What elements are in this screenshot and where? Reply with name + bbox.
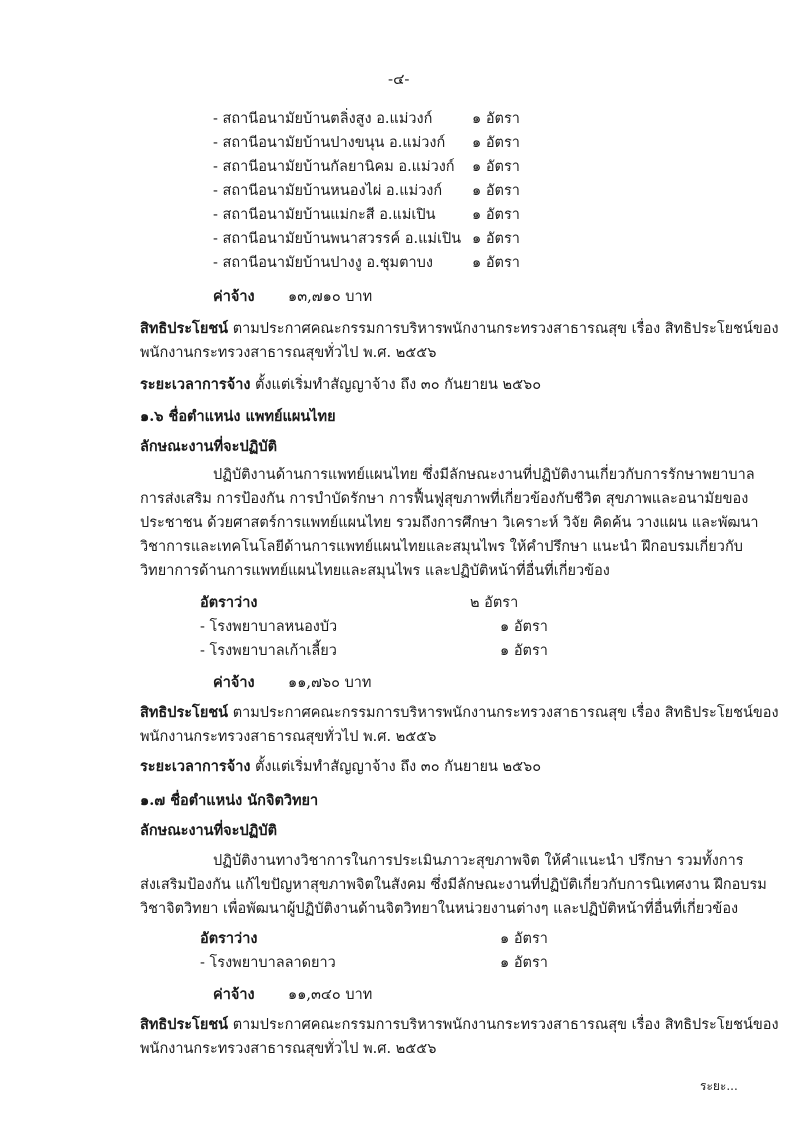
description-line: ส่งเสริมป้องกัน แก้ไขปัญหาสุขภาพจิตในสังคม ซึ่งมีลักษณะงานที่ปฏิบัติเกี่ยวกับการนิเทศงาน ฝึกอบรม	[140, 877, 767, 893]
benefit-line: พนักงานกระทรวงสาธารณสุขทั่วไป พ.ศ. ๒๕๕๖	[140, 729, 437, 745]
description-line: ปฏิบัติงานทางวิชาการในการประเมินภาวะสุขภาพจิต ให้คำแนะนำ ปรึกษา รวมทั้งการ	[213, 853, 744, 869]
list-item: - สถานีอนามัยบ้านแม่กะสี อ.แม่เปิน	[213, 207, 436, 223]
description-line: วิชาการและเทคโนโลยีด้านการแพทย์แผนไทยและสมุนไพร ให้คำปรึกษา แนะนำ ฝึกอบรมเกี่ยวกับ	[140, 539, 743, 555]
benefit-line: พนักงานกระทรวงสาธารณสุขทั่วไป พ.ศ. ๒๕๕๖	[140, 345, 437, 361]
vacancy-label: อัตราว่าง	[200, 594, 258, 611]
list-item-rate: ๑ อัตรา	[472, 111, 520, 127]
duration-label: ระยะเวลาการจ้าง	[140, 376, 251, 393]
vacancy-rate: ๑ อัตรา	[500, 955, 548, 971]
benefit-label: สิทธิประโยชน์	[140, 704, 229, 721]
vacancy-total: ๑ อัตรา	[500, 931, 548, 947]
continuation-marker: ระยะ...	[700, 1079, 738, 1093]
benefit-label: สิทธิประโยชน์	[140, 320, 229, 337]
list-item: - สถานีอนามัยบ้านตลิ่งสูง อ.แม่วงก์	[213, 111, 433, 127]
nature-label: ลักษณะงานที่จะปฏิบัติ	[140, 438, 277, 455]
page-number: -๔-	[388, 70, 410, 88]
wage-value: ๑๓,๗๑๐ บาท	[288, 289, 373, 305]
vacancy-rate: ๑ อัตรา	[500, 619, 548, 635]
list-item: - สถานีอนามัยบ้านพนาสวรรค์ อ.แม่เปิน	[213, 231, 462, 247]
list-item-rate: ๑ อัตรา	[472, 159, 520, 175]
list-item: - สถานีอนามัยบ้านปางงู อ.ชุมตาบง	[213, 255, 433, 271]
list-item-rate: ๑ อัตรา	[472, 183, 520, 199]
description-line: วิชาจิตวิทยา เพื่อพัฒนาผู้ปฏิบัติงานด้านจิตวิทยาในหน่วยงานต่างๆ และปฏิบัติหน้าที่อื่นที่เกี่ยวข้อง	[140, 901, 739, 917]
section-heading: ๑.๗ ชื่อตำแหน่ง นักจิตวิทยา	[140, 792, 319, 809]
list-item-rate: ๑ อัตรา	[472, 207, 520, 223]
vacancy-item: - โรงพยาบาลหนองบัว	[200, 619, 338, 635]
vacancy-total: ๒ อัตรา	[470, 595, 519, 611]
description-line: ปฏิบัติงานด้านการแพทย์แผนไทย ซึ่งมีลักษณะงานที่ปฏิบัติงานเกี่ยวกับการรักษาพยาบาล	[213, 467, 755, 483]
list-item-rate: ๑ อัตรา	[472, 231, 520, 247]
benefit-label: สิทธิประโยชน์	[140, 1016, 229, 1033]
description-line: ประชาชน ด้วยศาสตร์การแพทย์แผนไทย รวมถึงการศึกษา วิเคราะห์ วิจัย คิดค้น วางแผน และพัฒนา	[140, 515, 759, 531]
nature-label: ลักษณะงานที่จะปฏิบัติ	[140, 822, 277, 839]
wage-value: ๑๑,๓๔๐ บาท	[288, 987, 373, 1003]
list-item-rate: ๑ อัตรา	[472, 255, 520, 271]
benefit-paragraph: สิทธิประโยชน์ ตามประกาศคณะกรรมการบริหารพนักงานกระทรวงสาธารณสุข เรื่อง สิทธิประโยชน์ของ	[140, 704, 779, 721]
section-heading: ๑.๖ ชื่อตำแหน่ง แพทย์แผนไทย	[140, 408, 336, 425]
benefit-paragraph: สิทธิประโยชน์ ตามประกาศคณะกรรมการบริหารพนักงานกระทรวงสาธารณสุข เรื่อง สิทธิประโยชน์ของ	[140, 1016, 779, 1033]
duration-paragraph: ระยะเวลาการจ้าง ตั้งแต่เริ่มทำสัญญาจ้าง ถึง ๓๐ กันยายน ๒๕๖๐	[140, 376, 542, 393]
vacancy-label: อัตราว่าง	[200, 930, 258, 947]
vacancy-item: - โรงพยาบาลเก้าเลี้ยว	[200, 643, 337, 659]
list-item: - สถานีอนามัยบ้านปางขนุน อ.แม่วงก์	[213, 135, 446, 151]
wage-label: ค่าจ้าง	[213, 986, 255, 1003]
wage-label: ค่าจ้าง	[213, 288, 255, 305]
list-item: - สถานีอนามัยบ้านกัลยานิคม อ.แม่วงก์	[213, 159, 455, 175]
description-line: การส่งเสริม การป้องกัน การบำบัดรักษา การฟื้นฟูสุขภาพที่เกี่ยวข้องกับชีวิต สุขภาพและอนามัยของ	[140, 491, 749, 507]
vacancy-rate: ๑ อัตรา	[500, 643, 548, 659]
benefit-line: พนักงานกระทรวงสาธารณสุขทั่วไป พ.ศ. ๒๕๕๖	[140, 1041, 437, 1057]
wage-value: ๑๑,๗๖๐ บาท	[288, 675, 372, 691]
description-line: วิทยาการด้านการแพทย์แผนไทยและสมุนไพร และปฏิบัติหน้าที่อื่นที่เกี่ยวข้อง	[140, 563, 610, 579]
list-item-rate: ๑ อัตรา	[472, 135, 520, 151]
duration-paragraph: ระยะเวลาการจ้าง ตั้งแต่เริ่มทำสัญญาจ้าง ถึง ๓๐ กันยายน ๒๕๖๐	[140, 758, 542, 775]
vacancy-item: - โรงพยาบาลลาดยาว	[200, 955, 336, 971]
list-item: - สถานีอนามัยบ้านหนองไผ่ อ.แม่วงก์	[213, 183, 443, 199]
benefit-paragraph: สิทธิประโยชน์ ตามประกาศคณะกรรมการบริหารพนักงานกระทรวงสาธารณสุข เรื่อง สิทธิประโยชน์ของ	[140, 320, 779, 337]
wage-label: ค่าจ้าง	[213, 674, 255, 691]
duration-label: ระยะเวลาการจ้าง	[140, 758, 251, 775]
